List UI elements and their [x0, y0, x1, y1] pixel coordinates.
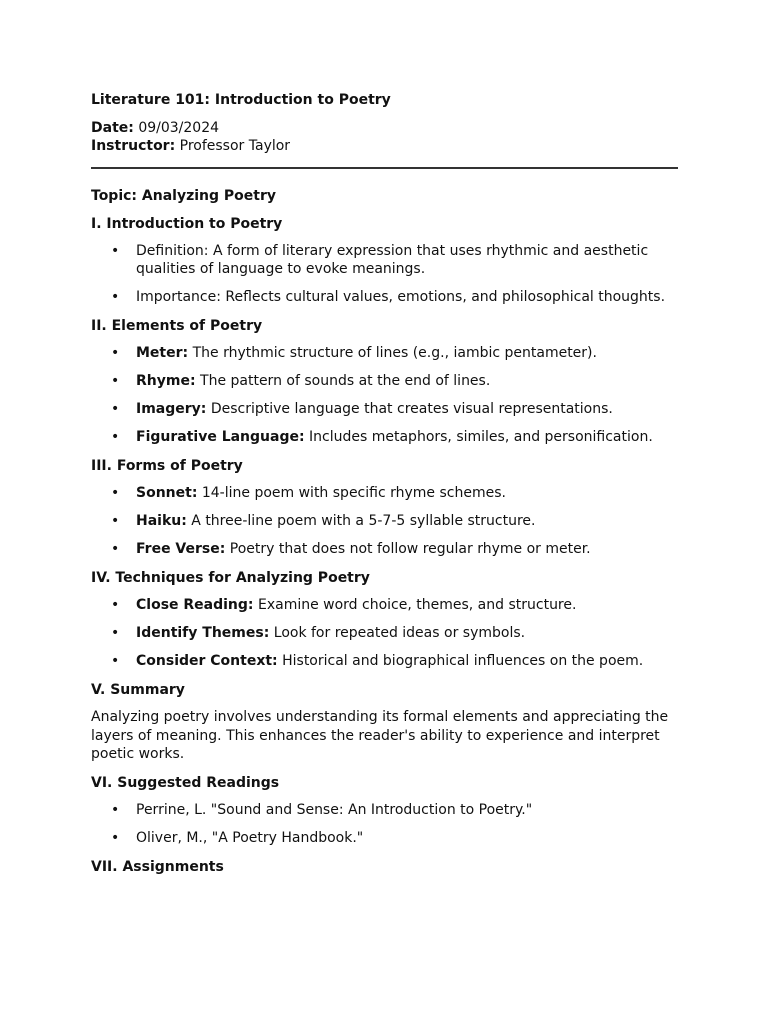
bullet-icon: • — [111, 541, 120, 557]
list-item-text: Poetry that does not follow regular rhyme or meter. — [225, 541, 591, 557]
bullet-icon: • — [111, 243, 120, 259]
list-item-text: Includes metaphors, similes, and personification. — [304, 429, 653, 445]
list-item — [91, 428, 678, 446]
list-item — [91, 652, 678, 670]
list-item-term: Imagery: — [136, 401, 207, 417]
section-heading-assignments: VII. Assignments — [91, 858, 224, 875]
section-heading-summary: V. Summary — [91, 682, 185, 698]
list-item-term: Rhyme: — [136, 373, 196, 389]
list-item-text: Look for repeated ideas or symbols. — [269, 625, 526, 641]
header-divider — [91, 167, 678, 169]
list-item-text: Oliver, M., "A Poetry Handbook." — [136, 829, 364, 846]
techniques-list — [91, 596, 678, 670]
readings-list — [91, 801, 678, 847]
bullet-icon: • — [111, 289, 120, 305]
document-title: Literature 101: Introduction to Poetry — [91, 92, 391, 108]
list-item-term: Haiku: — [136, 513, 187, 529]
list-item-term: Meter: — [136, 345, 189, 361]
list-item-term: Consider Context: — [136, 653, 278, 669]
section-heading-techniques: IV. Techniques for Analyzing Poetry — [91, 570, 370, 586]
list-item-text: Definition: A form of literary expression that uses rhythmic and aesthetic qualities of language to evoke meanings. — [136, 243, 649, 277]
list-item-term: Identify Themes: — [136, 625, 270, 641]
summary-paragraph: Analyzing poetry involves understanding its formal elements and appreciating the layers of meaning. This enhances the reader's ability to experience and interpret poetic works. — [91, 709, 669, 762]
list-item — [91, 400, 678, 418]
bullet-icon: • — [111, 401, 120, 417]
bullet-icon: • — [111, 485, 120, 501]
list-item — [91, 801, 678, 819]
section-heading-elements: II. Elements of Poetry — [91, 318, 263, 334]
list-item-text: 14-line poem with specific rhyme schemes. — [197, 485, 506, 501]
instructor-line — [91, 137, 678, 155]
section-heading-forms: III. Forms of Poetry — [91, 458, 243, 474]
bullet-icon: • — [111, 373, 120, 389]
section-heading-introduction: I. Introduction to Poetry — [91, 216, 283, 232]
list-item-text: The rhythmic structure of lines (e.g., iambic pentameter). — [188, 345, 597, 361]
instructor-value: Professor Taylor — [179, 138, 291, 154]
list-item-text: Perrine, L. "Sound and Sense: An Introduction to Poetry." — [136, 801, 533, 818]
list-item — [91, 624, 678, 642]
forms-list — [91, 484, 678, 558]
instructor-label: Instructor: — [91, 138, 176, 154]
elements-list — [91, 344, 678, 446]
topic-heading: Topic: Analyzing Poetry — [91, 188, 276, 204]
list-item-text: A three-line poem with a 5-7-5 syllable structure. — [186, 513, 536, 529]
bullet-icon: • — [111, 513, 120, 529]
bullet-icon: • — [111, 653, 120, 669]
bullet-icon: • — [111, 829, 120, 846]
bullet-icon: • — [111, 597, 120, 613]
list-item-text: Examine word choice, themes, and structure. — [253, 597, 577, 613]
list-item-text: The pattern of sounds at the end of lines. — [195, 373, 491, 389]
document-content — [91, 90, 678, 885]
list-item — [91, 372, 678, 390]
introduction-list — [91, 242, 678, 306]
list-item-text: Descriptive language that creates visual representations. — [206, 401, 613, 417]
list-item — [91, 829, 678, 847]
list-item — [91, 512, 678, 530]
list-item — [91, 288, 678, 306]
date-label: Date: — [91, 120, 134, 136]
list-item — [91, 596, 678, 614]
list-item-text: Importance: Reflects cultural values, emotions, and philosophical thoughts. — [136, 289, 666, 305]
date-line — [91, 119, 678, 137]
list-item-term: Close Reading: — [136, 597, 254, 613]
list-item — [91, 540, 678, 558]
list-item — [91, 484, 678, 502]
bullet-icon: • — [111, 801, 120, 818]
list-item-term: Free Verse: — [136, 541, 226, 557]
section-heading-readings: VI. Suggested Readings — [91, 774, 280, 791]
date-value: 09/03/2024 — [138, 120, 220, 136]
list-item-term: Figurative Language: — [136, 429, 305, 445]
bullet-icon: • — [111, 345, 120, 361]
bullet-icon: • — [111, 625, 120, 641]
bullet-icon: • — [111, 429, 120, 445]
list-item — [91, 344, 678, 362]
list-item-text: Historical and biographical influences on the poem. — [277, 653, 644, 669]
list-item — [91, 242, 678, 278]
list-item-term: Sonnet: — [136, 485, 198, 501]
